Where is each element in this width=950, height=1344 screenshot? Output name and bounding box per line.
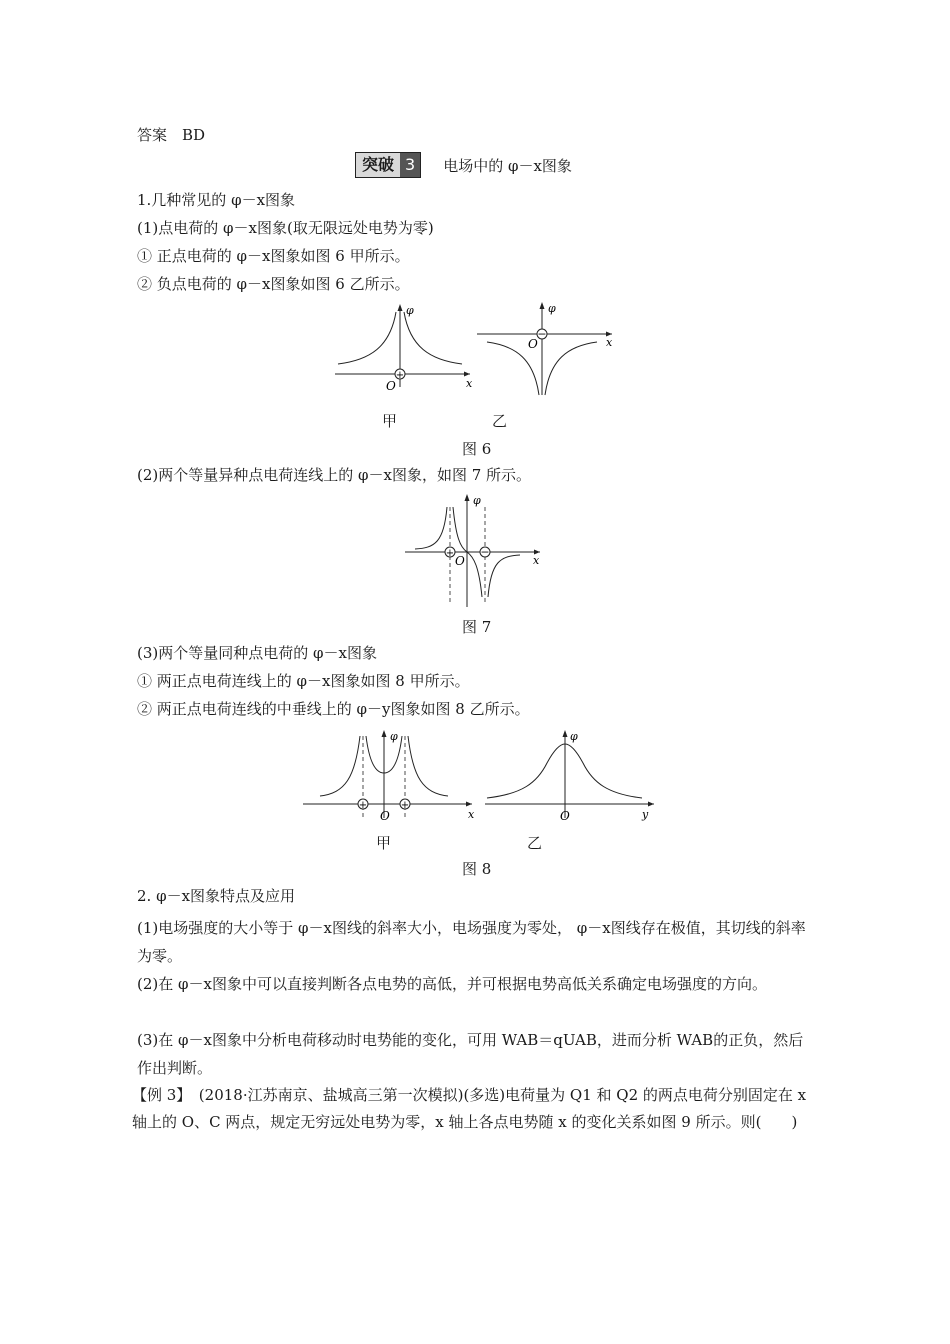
- figure-6-jia-label: 甲: [382, 412, 398, 430]
- figure-7: [400, 492, 550, 612]
- text-two-positive-line: ① 两正点电荷连线上的 φ－x图象如图 8 甲所示。: [137, 672, 470, 690]
- figure-8-yi: [482, 728, 662, 828]
- plus-sign: +: [358, 800, 368, 811]
- origin-label: O: [380, 809, 390, 823]
- origin-label: O: [560, 809, 570, 823]
- phi-axis-label: φ: [390, 730, 398, 743]
- figure-8-yi-label: 乙: [527, 834, 543, 852]
- section-title: 电场中的 φ－x图象: [443, 156, 572, 175]
- minus-sign: −: [537, 327, 547, 341]
- phi-axis-label: φ: [548, 302, 556, 315]
- figure-8-jia: [300, 728, 480, 828]
- x-axis-label: x: [533, 554, 540, 567]
- x-axis-label: x: [468, 808, 475, 821]
- x-axis-label: x: [606, 336, 613, 349]
- phi-axis-label: φ: [406, 304, 414, 317]
- text-negative-charge: ② 负点电荷的 φ－x图象如图 6 乙所示。: [137, 275, 410, 293]
- origin-label: O: [386, 379, 396, 393]
- minus-sign: −: [480, 545, 490, 559]
- text-two-positive-bisector: ② 两正点电荷连线的中垂线上的 φ－y图象如图 8 乙所示。: [137, 700, 530, 718]
- figure-6-caption: 图 6: [462, 440, 492, 458]
- y-axis-label: y: [642, 808, 649, 821]
- heading-features: 2. φ－x图象特点及应用: [137, 887, 296, 905]
- origin-label: O: [528, 337, 538, 351]
- subheading-same-charges: (3)两个等量同种点电荷的 φ－x图象: [137, 644, 377, 662]
- example-3: 【例 3】 (2018·江苏南京、盐城高三第一次模拟)(多选)电荷量为 Q1 和 Q2 的两点电荷分别固定在 x 轴上的 O、C 两点，规定无穷远处电势为零，x 轴上各点电势随 x 的变化关系如图 9 所示。则( ): [132, 1086, 807, 1131]
- phi-axis-label: φ: [473, 494, 481, 507]
- figure-6-yi-label: 乙: [492, 412, 508, 430]
- section-badge-number: 3: [400, 153, 420, 177]
- plus-sign: +: [400, 800, 410, 811]
- origin-label: O: [455, 554, 465, 568]
- paragraph-2: (2)在 φ－x图象中可以直接判断各点电势的高低，并可根据电势高低关系确定电场强度的方向。: [137, 975, 767, 993]
- text-positive-charge: ① 正点电荷的 φ－x图象如图 6 甲所示。: [137, 247, 410, 265]
- figure-8-jia-label: 甲: [376, 834, 392, 852]
- paragraph-1: (1)电场强度的大小等于 φ－x图线的斜率大小，电场强度为零处， φ－x图线存在极值，其切线的斜率为零。: [137, 919, 806, 965]
- figure-6-jia: [330, 302, 480, 392]
- plus-sign: +: [445, 548, 455, 559]
- heading-common-graphs: 1.几种常见的 φ－x图象: [137, 191, 296, 209]
- answer-line: 答案 BD: [137, 126, 206, 144]
- section-badge: [355, 152, 421, 178]
- figure-6-yi: [472, 300, 622, 400]
- phi-axis-label: φ: [570, 730, 578, 743]
- plus-sign: +: [395, 370, 405, 381]
- x-axis-label: x: [466, 377, 473, 390]
- figure-8-caption: 图 8: [462, 860, 492, 878]
- subheading-opposite-charges: (2)两个等量异种点电荷连线上的 φ－x图象，如图 7 所示。: [137, 466, 532, 484]
- figure-7-caption: 图 7: [462, 618, 492, 636]
- paragraph-3: (3)在 φ－x图象中分析电荷移动时电势能的变化，可用 WAB＝qUAB，进而分析 WAB的正负，然后作出判断。: [137, 1031, 804, 1077]
- section-badge-label: 突破: [356, 153, 400, 177]
- section-header: [355, 152, 572, 178]
- subheading-point-charge: (1)点电荷的 φ－x图象(取无限远处电势为零): [137, 219, 434, 237]
